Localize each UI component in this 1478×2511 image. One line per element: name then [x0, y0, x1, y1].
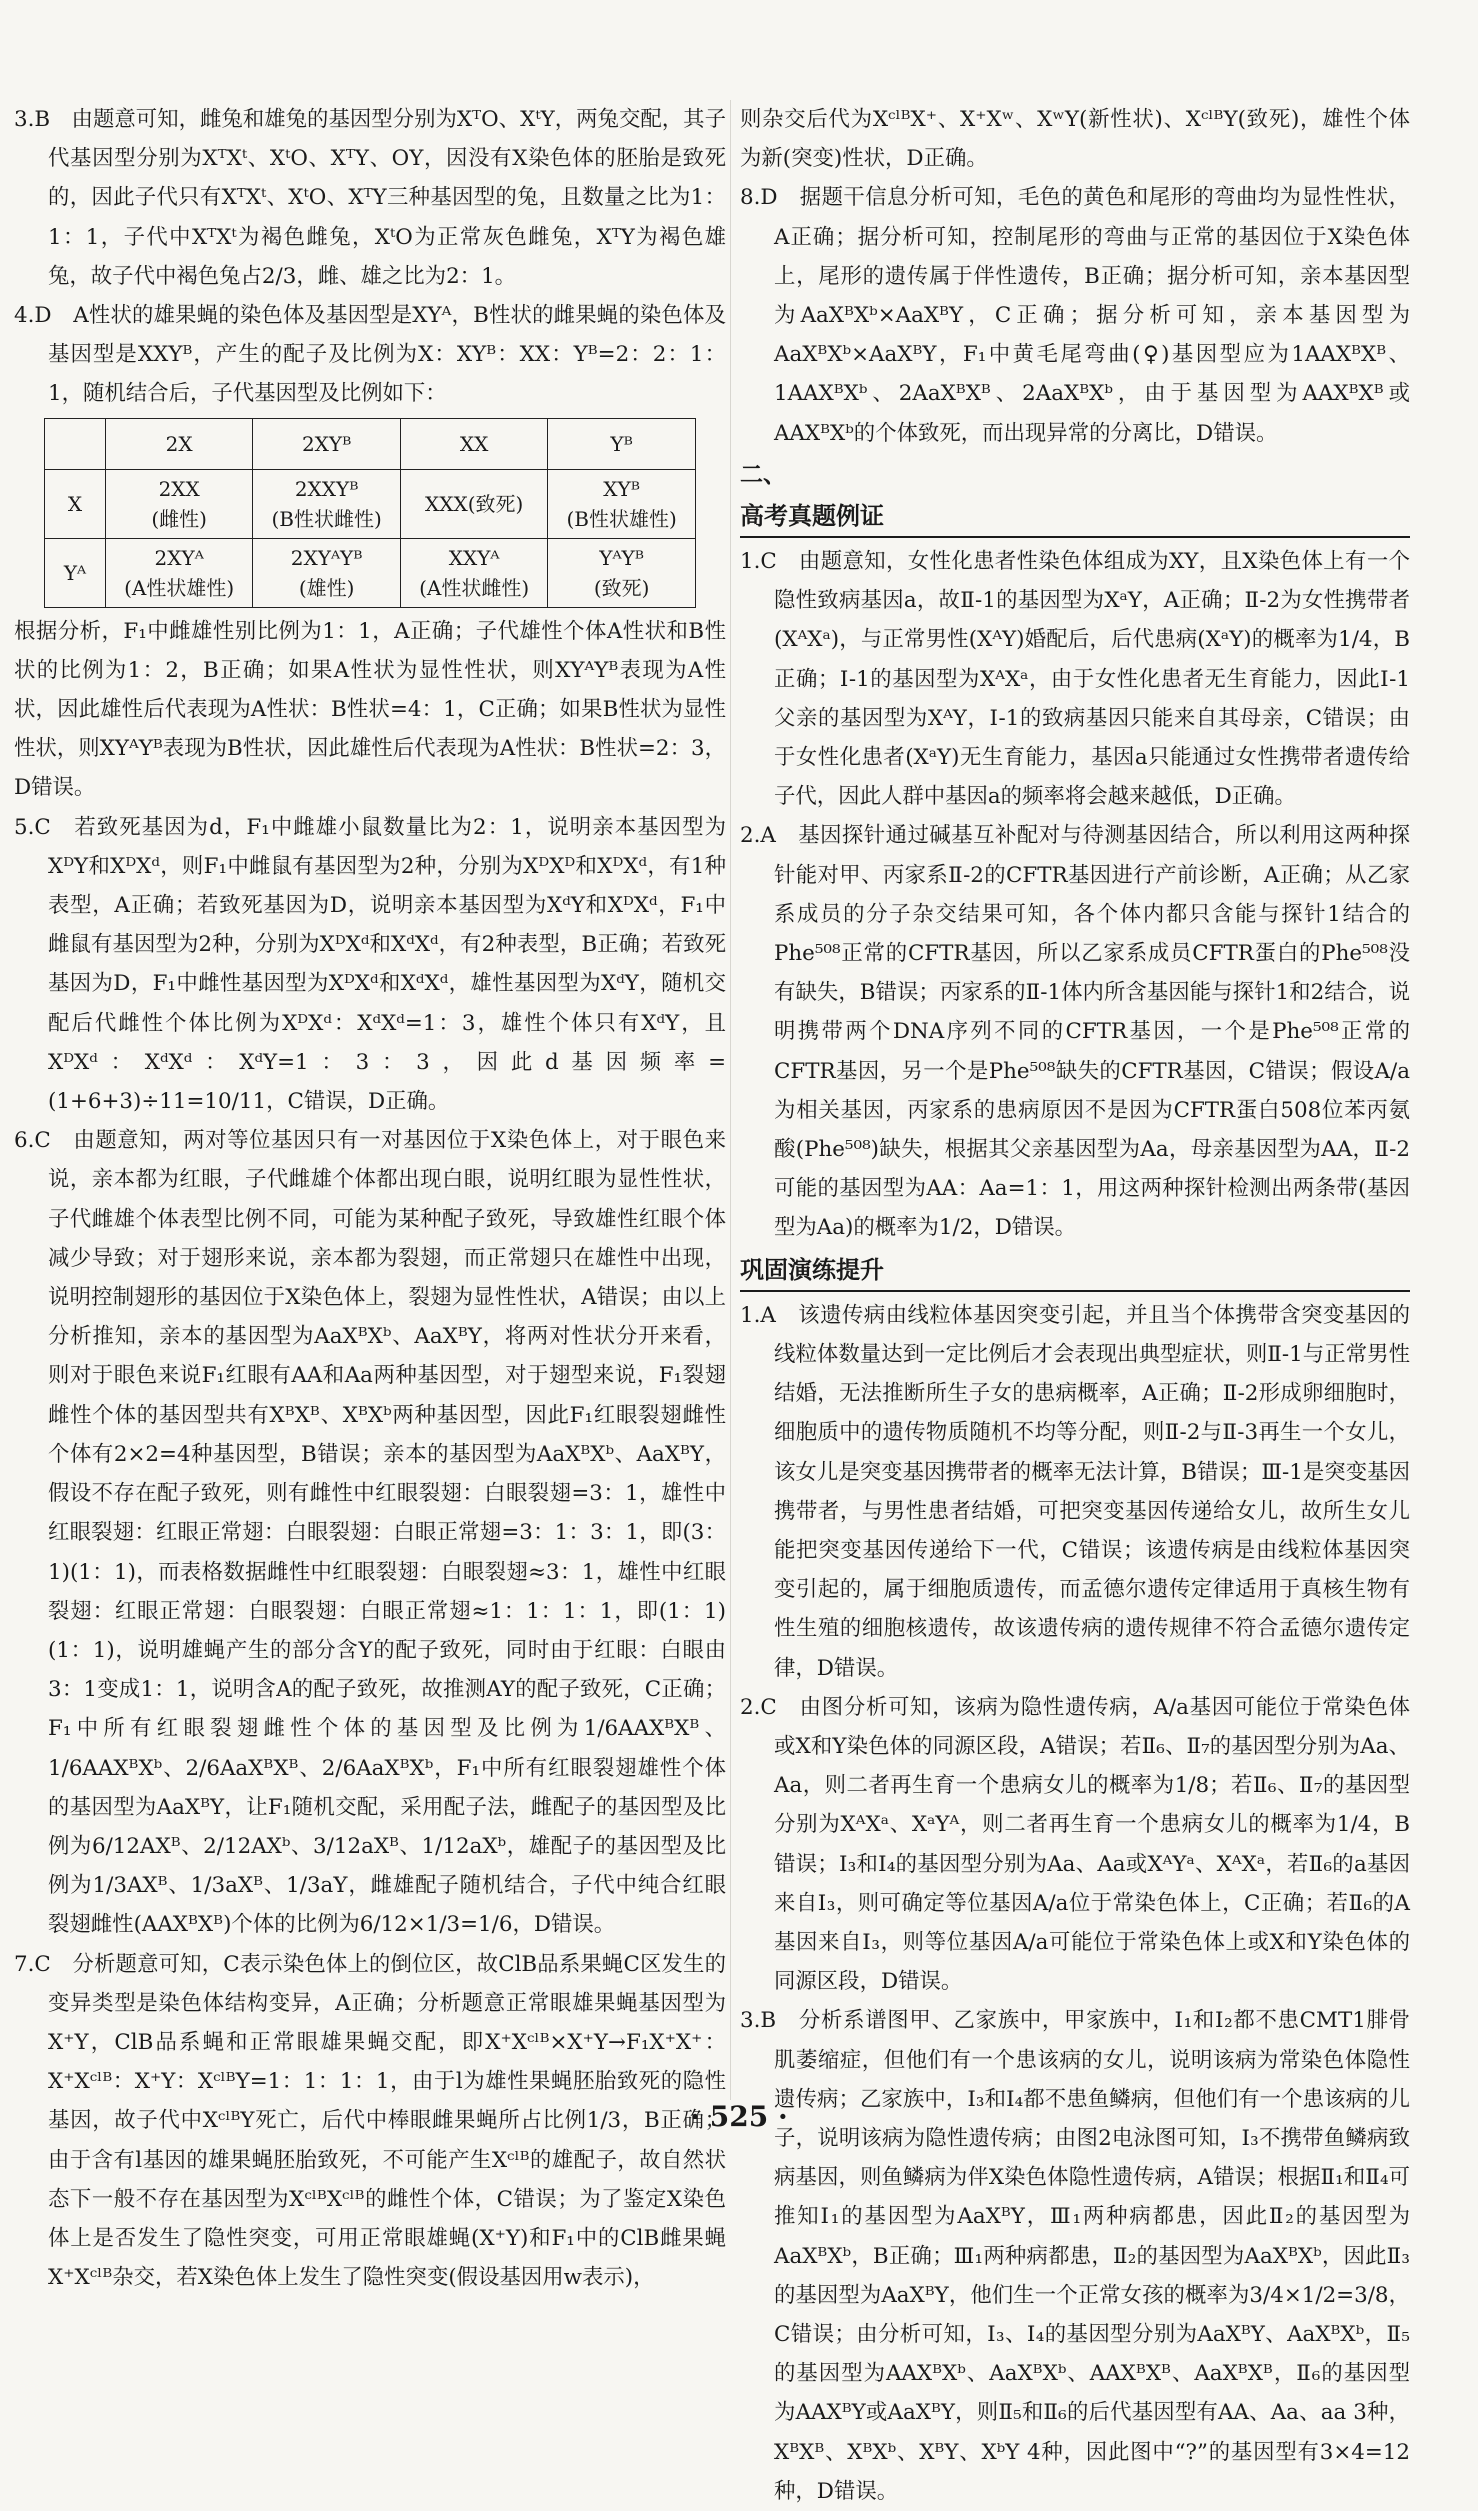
left-column	[14, 100, 726, 2297]
answer-7: 7.C 分析题意可知，C表示染色体上的倒位区，故ClB品系果蝇C区发生的变异类型是染色体结构变异，A正确；分析题意正常眼雄果蝇基因型为X⁺Y，ClB品系蝇和正常眼雄果蝇交配，即X⁺Xᶜˡᴮ×X⁺Y→F₁X⁺X⁺：X⁺Xᶜˡᴮ：X⁺Y：XᶜˡᴮY=1：1：1：1，由于l为雄性果蝇胚胎致死的隐性基因，故子代中XᶜˡᴮY死亡，后代中棒眼雌果蝇所占比例1/3，B正确；由于含有l基因的雄果蝇胚胎致死，不可能产生Xᶜˡᴮ的雄配子，故自然状态下一般不存在基因型为XᶜˡᴮXᶜˡᴮ的雌性个体，C错误；为了鉴定X染色体上是否发生了隐性突变，可用正常眼雄蝇(X⁺Y)和F₁中的ClB雌果蝇X⁺Xᶜˡᴮ杂交，若X染色体上发生了隐性突变(假设基因用w表示)，	[14, 1951, 726, 2291]
table-corner	[45, 418, 106, 469]
practice-answer-2: 2.C 由图分析可知，该病为隐性遗传病，A/a基因可能位于常染色体或X和Y染色体的同源区段，A错误；若Ⅱ₆、Ⅱ₇的基因型分别为Aa、Aa，则二者再生育一个患病女儿的概率为1/8；若Ⅱ₆、Ⅱ₇的基因型分别为XᴬXᵃ、XᵃYᴬ，则二者再生育一个患病女儿的概率为1/4，B错误；Ⅰ₃和Ⅰ₄的基因型分别为Aa、Aa或XᴬYᵃ、XᴬXᵃ，若Ⅱ₆的a基因来自Ⅰ₃，则可确定等位基因A/a位于常染色体上，C正确；若Ⅱ₆的A基因来自Ⅰ₃，则等位基因A/a可能位于常染色体上或X和Y染色体的同源区段，D错误。	[740, 1694, 1410, 1995]
practice-answer-1: 1.A 该遗传病由线粒体基因突变引起，并且当个体携带含突变基因的线粒体数量达到一定比例后才会表现出典型症状，则Ⅱ-1与正常男性结婚，无法推断所生子女的患病概率，A正确；Ⅱ-2形成卵细胞时，细胞质中的遗传物质随机不均等分配，则Ⅱ-2与Ⅱ-3再生一个女儿，该女儿是突变基因携带者的概率无法计算，B错误；Ⅲ-1是突变基因携带者，与男性患者结婚，可把突变基因传递给女儿，故所生女儿能把突变基因传递给下一代，C错误；该遗传病是由线粒体基因突变引起的，属于细胞质遗传，而孟德尔遗传定律适用于真核生物有性生殖的细胞核遗传，故该遗传病的遗传规律不符合孟德尔遗传定律，D错误。	[740, 1302, 1410, 1681]
table-header-row	[45, 418, 696, 469]
part-two-label: 二、	[740, 460, 786, 488]
answer-8: 8.D 据题干信息分析可知，毛色的黄色和尾形的弯曲均为显性性状，A正确；据分析可知，控制尾形的弯曲与正常的基因位于X染色体上，尾形的遗传属于伴性遗传，B正确；据分析可知，亲本基因型为AaXᴮXᵇ×AaXᴮY，C正确；据分析可知，亲本基因型为AaXᴮXᵇ×AaXᴮY，F₁中黄毛尾弯曲(♀)基因型应为1AAXᴮXᴮ、1AAXᴮXᵇ、2AaXᴮXᴮ、2AaXᴮXᵇ，由于基因型为AAXᴮXᴮ或AAXᴮXᵇ的个体致死，而出现异常的分离比，D错误。	[740, 185, 1410, 446]
answer-6: 6.C 由题意知，两对等位基因只有一对基因位于X染色体上，对于眼色来说，亲本都为红眼，子代雌雄个体都出现白眼，说明红眼为显性性状，子代雌雄个体表型比例不同，可能为某种配子致死，导致雄性红眼个体减少导致；对于翅形来说，亲本都为裂翅，而正常翅只在雄性中出现，说明控制翅形的基因位于X染色体上，裂翅为显性性状，A错误；由以上分析推知，亲本的基因型为AaXᴮXᵇ、AaXᴮY，将两对性状分开来看，则对于眼色来说F₁红眼有AA和Aa两种基因型，对于翅型来说，F₁裂翅雌性个体的基因型共有XᴮXᴮ、XᴮXᵇ两种基因型，因此F₁红眼裂翅雌性个体有2×2=4种基因型，B错误；亲本的基因型为AaXᴮXᵇ、AaXᴮY，假设不存在配子致死，则有雌性中红眼裂翅：白眼裂翅=3：1，雄性中红眼裂翅：红眼正常翅：白眼裂翅：白眼正常翅=3：1：3：1，即(3：1)(1：1)，而表格数据雌性中红眼裂翅：白眼裂翅≈3：1，雄性中红眼裂翅：红眼正常翅：白眼裂翅：白眼正常翅≈1：1：1：1，即(1：1)(1：1)，说明雄蝇产生的部分含Y的配子致死，同时由于红眼：白眼由3：1变成1：1，说明含A的配子致死，故推测AY的配子致死，C正确；F₁中所有红眼裂翅雌性个体的基因型及比例为1/6AAXᴮXᴮ、1/6AAXᴮXᵇ、2/6AaXᴮXᴮ、2/6AaXᴮXᵇ，F₁中所有红眼裂翅雄性个体的基因型为AaXᴮY，让F₁随机交配，采用配子法，雌配子的基因型及比例为6/12AXᴮ、2/12AXᵇ、3/12aXᴮ、1/12aXᵇ，雄配子的基因型及比例为1/3AXᴮ、1/3aXᴮ、1/3aY，雌雄配子随机结合，子代中纯合红眼裂翅雌性(AAXᴮXᴮ)个体的比例为6/12×1/3=1/6，D错误。	[14, 1128, 726, 1938]
table-cell: XXX(致死)	[400, 469, 547, 538]
table-cell: 2XYᴬ (A性状雄性)	[106, 538, 253, 607]
answer-4-analysis: 根据分析，F₁中雌雄性别比例为1：1，A正确；子代雄性个体A性状和B性状的比例为1：2，B正确；如果A性状为显性性状，则XYᴬYᴮ表现为A性状，因此雄性后代表现为A性状：B性状=4：1，C正确；如果B性状为显性性状，则XYᴬYᴮ表现为B性状，因此雄性后代表现为A性状：B性状=2：3，D错误。	[14, 618, 726, 801]
column-divider	[730, 100, 731, 2100]
table-header-cell: Yᴮ	[548, 418, 696, 469]
practice-answer-3: 3.B 分析系谱图甲、乙家族中，甲家族中，Ⅰ₁和Ⅰ₂都不患CMT1腓骨肌萎缩症，但他们有一个患该病的女儿，说明该病为常染色体隐性遗传病；乙家族中，Ⅰ₃和Ⅰ₄都不患鱼鳞病，但他们有一个患该病的儿子，说明该病为隐性遗传病；由图2电泳图可知，Ⅰ₃不携带鱼鳞病致病基因，则鱼鳞病为伴X染色体隐性遗传病，A错误；根据Ⅱ₁和Ⅱ₄可推知Ⅰ₁的基因型为AaXᴮY，Ⅲ₁两种病都患，因此Ⅱ₂的基因型为AaXᴮXᵇ，B正确；Ⅲ₁两种病都患，Ⅱ₂的基因型为AaXᴮXᵇ，因此Ⅱ₃的基因型为AaXᴮY，他们生一个正常女孩的概率为3/4×1/2=3/8，C错误；由分析可知，Ⅰ₃、Ⅰ₄的基因型分别为AaXᴮY、AaXᴮXᵇ，Ⅱ₅的基因型为AAXᴮXᵇ、AaXᴮXᵇ、AAXᴮXᴮ、AaXᴮXᴮ，Ⅱ₆的基因型为AAXᴮY或AaXᴮY，则Ⅱ₅和Ⅱ₆的后代基因型有AA、Aa、aa 3种，XᴮXᴮ、XᴮXᵇ、XᴮY、XᵇY 4种，因此图中“?”的基因型有3×4=12种，D错误。	[740, 2008, 1410, 2504]
section-heading-practice: 巩固演练提升	[740, 1250, 1410, 1292]
table-cell: 2XXYᴮ (B性状雌性)	[253, 469, 401, 538]
gaokao-answer-1: 1.C 由题意知，女性化患者性染色体组成为XY，且X染色体上有一个隐性致病基因a，故Ⅱ-1的基因型为XᵃY，A正确；Ⅱ-2为女性携带者(XᴬXᵃ)，与正常男性(XᴬY)婚配后，后代患病(XᵃY)的概率为1/4，B正确；Ⅰ-1的基因型为XᴬXᵃ，由于女性化患者无生育能力，因此Ⅰ-1父亲的基因型为XᴬY，Ⅰ-1的致病基因只能来自其母亲，C错误；由于女性化患者(XᵃY)无生育能力，基因a只能通过女性携带者遗传给子代，因此人群中基因a的频率将会越来越低，D正确。	[740, 549, 1410, 810]
table-row	[45, 469, 696, 538]
page-number: · 525 ·	[690, 2100, 788, 2133]
table-cell: XXYᴬ (A性状雌性)	[400, 538, 547, 607]
table-cell: YᴬYᴮ (致死)	[548, 538, 696, 607]
genotype-table	[44, 418, 696, 608]
section-heading-gaokao: 高考真题例证	[740, 496, 1410, 538]
right-column	[740, 100, 1410, 2511]
answer-7-continued: 则杂交后代为XᶜˡᴮX⁺、X⁺Xʷ、XʷY(新性状)、XᶜˡᴮY(致死)，雄性个体为新(突变)性状，D正确。	[740, 107, 1410, 172]
table-cell: 2XX (雌性)	[106, 469, 253, 538]
table-row-head: X	[45, 469, 106, 538]
answer-5: 5.C 若致死基因为d，F₁中雌雄小鼠数量比为2：1，说明亲本基因型为XᴰY和XᴰXᵈ，则F₁中雌鼠有基因型为2种，分别为XᴰXᴰ和XᴰXᵈ，有1种表型，A正确；若致死基因为D，说明亲本基因型为XᵈY和XᴰXᵈ，F₁中雌鼠有基因型为2种，分别为XᴰXᵈ和XᵈXᵈ，有2种表型，B正确；若致死基因为D，F₁中雌性基因型为XᴰXᵈ和XᵈXᵈ，雄性基因型为XᵈY，随机交配后代雌性个体比例为XᴰXᵈ：XᵈXᵈ=1：3，雄性个体只有XᵈY，且XᴰXᵈ：XᵈXᵈ：XᵈY=1：3：3，因此d基因频率=(1+6+3)÷11=10/11，C错误，D正确。	[14, 814, 726, 1115]
answer-4-intro: 4.D A性状的雄果蝇的染色体及基因型是XYᴬ，B性状的雌果蝇的染色体及基因型是XXYᴮ，产生的配子及比例为X：XYᴮ：XX：Yᴮ=2：2：1：1，随机结合后，子代基因型及比例如下：	[14, 303, 726, 407]
answer-3: 3.B 由题意可知，雌兔和雄兔的基因型分别为XᵀO、XᵗY，两兔交配，其子代基因型分别为XᵀXᵗ、XᵗO、XᵀY、OY，因没有X染色体的胚胎是致死的，因此子代只有XᵀXᵗ、XᵗO、XᵀY三种基因型的兔，且数量之比为1：1：1，子代中XᵀXᵗ为褐色雌兔，XᵗO为正常灰色雌兔，XᵀY为褐色雄兔，故子代中褐色兔占2/3，雌、雄之比为2：1。	[14, 107, 726, 289]
gaokao-answer-2: 2.A 基因探针通过碱基互补配对与待测基因结合，所以利用这两种探针能对甲、丙家系Ⅱ-2的CFTR基因进行产前诊断，A正确；从乙家系成员的分子杂交结果可知，各个体内都只含能与探针1结合的Phe⁵⁰⁸正常的CFTR基因，所以乙家系成员CFTR蛋白的Phe⁵⁰⁸没有缺失，B错误；丙家系的Ⅱ-1体内所含基因能与探针1和2结合，说明携带两个DNA序列不同的CFTR基因，一个是Phe⁵⁰⁸正常的CFTR基因，另一个是Phe⁵⁰⁸缺失的CFTR基因，C错误；假设A/a为相关基因，丙家系的患病原因不是因为CFTR蛋白508位苯丙氨酸(Phe⁵⁰⁸)缺失，根据其父亲基因型为Aa，母亲基因型为AA，Ⅱ-2可能的基因型为AA：Aa=1：1，用这两种探针检测出两条带(基因型为Aa)的概率为1/2，D错误。	[740, 823, 1410, 1241]
table-row	[45, 538, 696, 607]
table-header-cell: 2X	[106, 418, 253, 469]
table-cell: 2XYᴬYᴮ (雄性)	[253, 538, 401, 607]
table-row-head: Yᴬ	[45, 538, 106, 607]
table-header-cell: XX	[400, 418, 547, 469]
table-cell: XYᴮ (B性状雄性)	[548, 469, 696, 538]
table-header-cell: 2XYᴮ	[253, 418, 401, 469]
